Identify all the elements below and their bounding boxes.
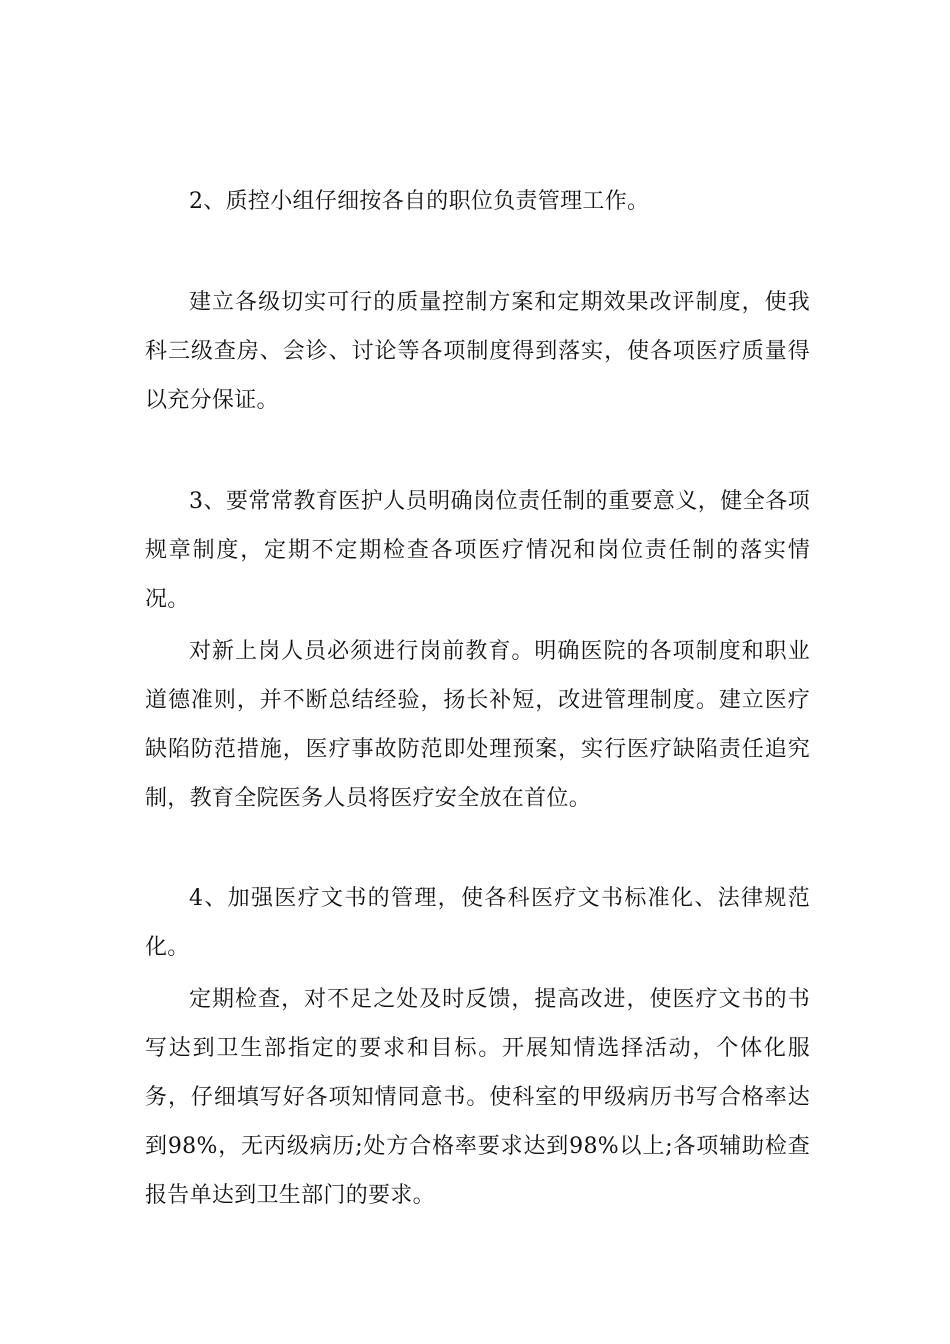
paragraph-quality-control-plan: 建立各级切实可行的质量控制方案和定期效果改评制度，使我科三级查房、会诊、讨论等各项制度得到落实，使各项医疗质量得以充分保证。 — [145, 290, 810, 413]
paragraph-item-3-heading: 3、要常常教育医护人员明确岗位责任制的重要意义，健全各项规章制度，定期不定期检查各项医疗情况和岗位责任制的落实情况。 — [145, 489, 810, 612]
paragraph-new-staff-education: 对新上岗人员必须进行岗前教育。明确医院的各项制度和职业道德准则，并不断总结经验，扬长补短，改进管理制度。建立医疗缺陷防范措施，医疗事故防范即处理预案，实行医疗缺陷责任追究制，教育全院医务人员将医疗安全放在首位。 — [145, 639, 810, 811]
paragraph-item-4-heading: 4、加强医疗文书的管理，使各科医疗文书标准化、法律规范化。 — [145, 886, 810, 960]
paragraph-item-2-heading: 2、质控小组仔细按各自的职位负责管理工作。 — [189, 189, 650, 214]
paragraph-document-inspection: 定期检查，对不足之处及时反馈，提高改进，使医疗文书的书写达到卫生部指定的要求和目标。开展知情选择活动，个体化服务，仔细填写好各项知情同意书。使科室的甲级病历书写合格率达到98%，无丙级病历;处方合格率要求达到98%以上;各项辅助检查报告单达到卫生部门的要求。 — [145, 987, 810, 1208]
